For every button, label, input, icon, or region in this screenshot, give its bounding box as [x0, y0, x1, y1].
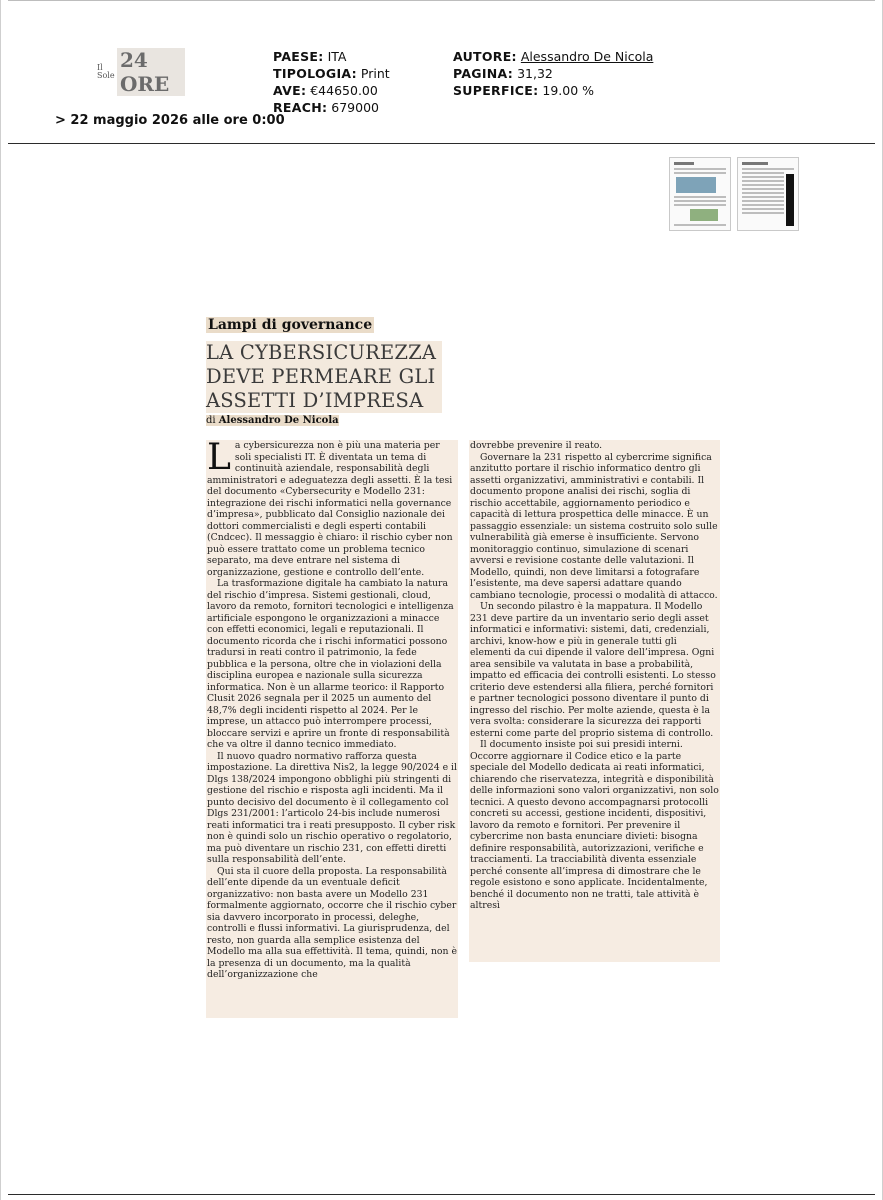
- newspaper-logo: [97, 48, 185, 96]
- top-border: [8, 0, 875, 1]
- thumbnail-image: [676, 177, 716, 193]
- article-paragraph: Un secondo pilastro è la mappatura. Il Modello 231 deve partire da un inventario serio degli asset informatici e informativi: sistemi, dati, credenziali, archivi, know-how e più in generale tutti gli elementi da cui dipende il valore dell’impresa. Ogni area sensibile va valutata in base a probabilità, impatto ed efficacia dei controlli esistenti. Lo stesso criterio deve estendersi alla filiera, perché fornitori e partner tecnologici possono diventare il punto di ingresso del rischio. Per molte aziende, questa è la vera svolta: considerare la sicurezza dei rapporti esterni come parte del proprio sistema di controllo.: [470, 601, 716, 739]
- article-paragraph: Il documento insiste poi sui presidi interni. Occorre aggiornare il Codice etico e la parte speciale del Modello dedicata ai reati informatici, chiarendo che riservatezza, integrità e disponibilità delle informazioni sono valori organizzativi, non solo tecnici. A questo devono accompagnarsi protocolli concreti su accessi, gestione incidenti, dispositivi, lavoro da remoto e fornitori. Per prevenire il cybercrime non basta enunciare divieti: bisogna definire responsabilità, autorizzazioni, verifiche e tracciamenti. La tracciabilità diventa essenziale perché consente all’impresa di dimostrare che le regole esistono e sono applicate. Incidentalmente, benché il documento non ne tratti, tale attività è altresì: [470, 739, 719, 911]
- logo-small-text: Il Sole: [97, 63, 115, 80]
- meta-column-left: [273, 48, 390, 116]
- article-paragraph: Governare la 231 rispetto al cybercrime significa anzitutto portare il rischio informatico dentro gli assetti organizzativi, amministrativi e contabili. Il documento propone analisi dei rischi, soglia di rischio accettabile, aggiornamento periodico e capacità di lettura prospettica delle minacce. È un passaggio essenziale: un sistema costruito solo sulle vulnerabilità già emerse è insufficiente. Servono monitoraggio continuo, simulazione di scenari avversi e revisione costante delle valutazioni. Il Modello, quindi, non deve limitarsi a fotografare l’esistente, ma deve sapersi adattare quando cambiano tecnologie, processi o modalità di attacco.: [470, 451, 718, 601]
- meta-paese: PAESE: ITA: [273, 49, 347, 64]
- article-kicker: Lampi di governance: [208, 317, 373, 333]
- footer-divider: [8, 1194, 875, 1195]
- header-divider: [8, 143, 875, 144]
- meta-column-right: [453, 48, 653, 99]
- article-headline: LA CYBERSICUREZZA DEVE PERMEARE GLI ASSETTI D’IMPRESA: [206, 341, 442, 413]
- article-paragraph: Il nuovo quadro normativo rafforza questa impostazione. La direttiva Nis2, la legge 90/2024 e il Dlgs 138/2024 impongono obblighi più stringenti di gestione del rischio e risposta agli incidenti. Ma il punto decisivo del documento è il collegamento col Dlgs 231/2001: l’articolo 24-bis include numerosi reati informatici tra i reati presupposto. Il cyber risk non è quindi solo un rischio operativo o regolatorio, ma può diventare un rischio 231, con effetti diretti sulla responsabilità dell’ente.: [207, 750, 457, 865]
- article-paragraph: La cybersicurezza non è più una materia per soli specialisti IT. È diventata un tema di continuità aziendale, responsabilità degli amministratori e adeguatezza degli assetti. È la tesi del documento «Cybersecurity e Modello 231: integrazione dei rischi informatici nella governance d’impresa», pubblicato dal Consiglio nazionale dei dottori commercialisti e degli esperti contabili (Cndcec). Il messaggio è chiaro: il rischio cyber non può essere trattato come un problema tecnico separato, ma deve entrare nel sistema di organizzazione, gestione e controllo dell’ente.: [207, 440, 453, 578]
- meta-autore: AUTORE: Alessandro De Nicola: [453, 49, 654, 64]
- meta-tipologia: TIPOLOGIA: Print: [273, 66, 390, 81]
- page-thumbnail-1[interactable]: [669, 157, 731, 231]
- left-border: [0, 0, 1, 1200]
- meta-reach: REACH: 679000: [273, 100, 379, 115]
- article-paragraph: Qui sta il cuore della proposta. La responsabilità dell’ente dipende da un eventuale deficit organizzativo: non basta avere un Modello 231 formalmente aggiornato, occorre che il rischio cyber sia davvero incorporato in processi, deleghe, controlli e flussi informativi. La giurisprudenza, del resto, non guarda alla semplice esistenza del Modello ma alla sua effettività. Il tema, quindi, non è la presenza di un documento, ma la qualità dell’organizzazione che: [207, 865, 457, 980]
- meta-ave: AVE: €44650.00: [273, 83, 378, 98]
- article-column-1: [206, 440, 458, 1018]
- article-byline: di Alessandro De Nicola: [206, 415, 339, 426]
- article-column-2: [469, 440, 720, 962]
- page-thumbnail-2[interactable]: [737, 157, 799, 231]
- dropcap: L: [207, 440, 231, 478]
- article-paragraph: La trasformazione digitale ha cambiato la natura del rischio d’impresa. Sistemi gestionali, cloud, lavoro da remoto, fornitori tecnologici e intelligenza artificiale espongono le organizzazioni a minacce con effetti economici, legali e reputazionali. Il documento ricorda che i rischi informatici possono tradursi in reati contro il patrimonio, la fede pubblica e la persona, oltre che in violazioni della disciplina europea e nazionale sulla sicurezza informatica. Non è un allarme teorico: il Rapporto Clusit 2026 segnala per il 2025 un aumento del 48,7% degli incidenti rispetto al 2024. Per le imprese, un attacco può interrompere processi, bloccare servizi e aprire un fronte di responsabilità che va oltre il danno tecnico immediato.: [207, 578, 454, 750]
- meta-superfice: SUPERFICE: 19.00 %: [453, 83, 595, 98]
- publication-date: > 22 maggio 2026 alle ore 0:00: [55, 113, 285, 128]
- logo-main-text: 24 ORE: [117, 48, 185, 96]
- article-paragraph: dovrebbe prevenire il reato.: [470, 440, 603, 451]
- thumbnail-highlight: [786, 174, 794, 226]
- thumbnail-image: [690, 209, 718, 221]
- meta-pagina: PAGINA: 31,32: [453, 66, 553, 81]
